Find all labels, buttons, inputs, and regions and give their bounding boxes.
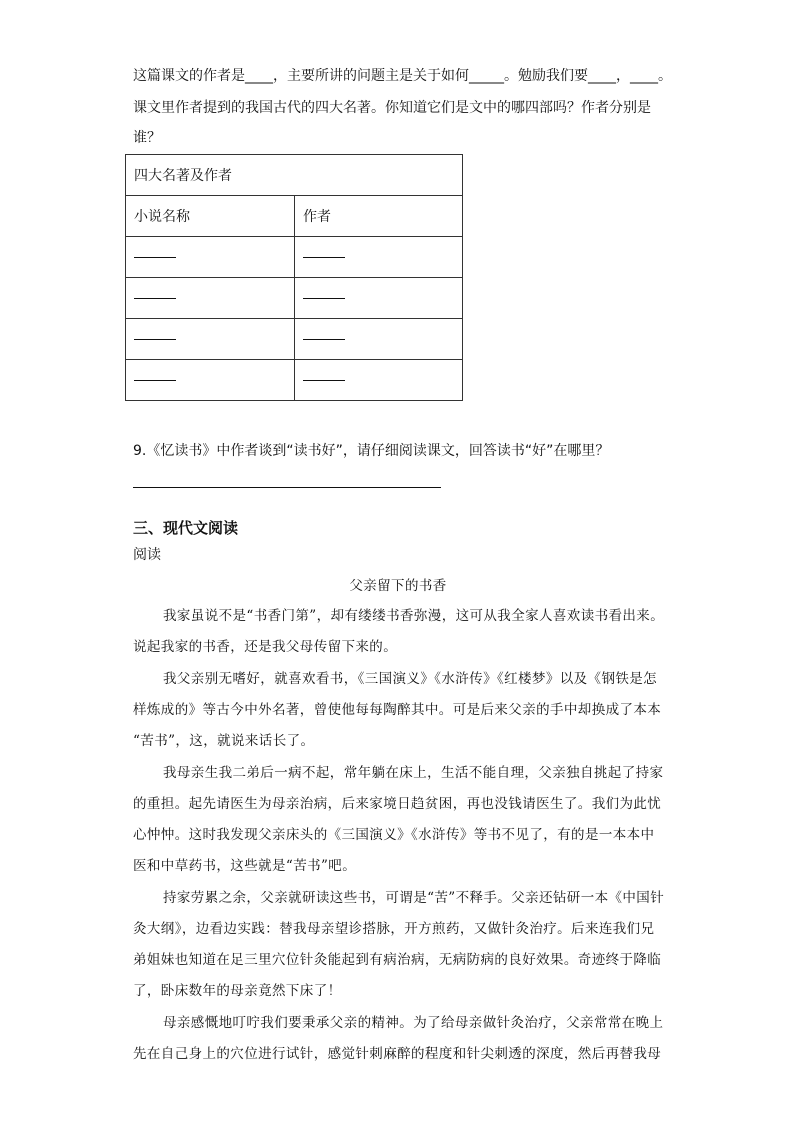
section-heading: 三、现代文阅读	[133, 519, 239, 537]
passage-line: 医和中草药书，这些就是“苦书”吧。	[133, 858, 357, 874]
passage-line: 母亲感慨地叮咛我们要秉承父亲的精神。为了给母亲做针灸治疗，父亲常常在晚上	[163, 1015, 664, 1031]
novel-blank[interactable]	[134, 379, 176, 381]
passage-line: 弟姐妹也知道在足三里穴位针灸能起到有病治病，无病防病的良好效果。奇迹终于降临	[133, 952, 662, 968]
passage-line: 心忡忡。这时我发现父亲床头的《三国演义》《水浒传》等书不见了，有的是一本本中	[133, 827, 655, 843]
passage-line: 我母亲生我二弟后一病不起，常年躺在床上，生活不能自理，父亲独自挑起了持家	[163, 765, 664, 781]
passage-line: 持家劳累之余，父亲就研读这些书，可谓是“苦”不释手。父亲还钻研一本《中国针	[163, 890, 665, 906]
novel-blank[interactable]	[134, 256, 176, 258]
table-row	[126, 237, 463, 278]
intro-line-3: 谁？	[133, 130, 161, 146]
table-row	[126, 278, 463, 319]
passage-line: 说起我家的书香，还是我父母传留下来的。	[133, 639, 398, 655]
novel-blank[interactable]	[134, 338, 176, 340]
author-blank[interactable]	[303, 256, 345, 258]
author-blank[interactable]	[303, 297, 345, 299]
passage-line: 我家虽说不是“书香门第”，却有缕缕书香弥漫，这可从我全家人喜欢读书看出来。	[163, 608, 665, 624]
author-blank[interactable]	[303, 379, 345, 381]
table-row	[126, 360, 463, 401]
passage-line: 我父亲别无嗜好，就喜欢看书，《三国演义》《水浒传》《红楼梦》以及《钢铁是怎	[163, 671, 658, 687]
table-title: 四大名著及作者	[126, 155, 463, 196]
passage-line: 灸大纲》，边看边实践：替我母亲望诊搭脉，开方煎药，又做针灸治疗。后来连我们兄	[133, 921, 655, 937]
table-row	[126, 319, 463, 360]
novel-blank[interactable]	[134, 297, 176, 299]
author-blank[interactable]	[303, 338, 345, 340]
passage-line: “苦书”，这，就说来话长了。	[133, 733, 315, 749]
section-subheading: 阅读	[133, 547, 161, 563]
column-header-novel: 小说名称	[126, 196, 295, 237]
passage-line: 了，卧床数年的母亲竟然下床了！	[133, 983, 342, 999]
passage-line: 先在自己身上的穴位进行试针，感觉针刺麻醉的程度和针尖刺透的深度，然后再替我母	[133, 1046, 662, 1062]
novels-authors-table	[125, 154, 463, 401]
passage-line: 样炼成的》等古今中外名著，曾使他每每陶醉其中。可是后来父亲的手中却换成了本本	[133, 702, 662, 718]
passage-line: 的重担。起先请医生为母亲治病，后来家境日趋贫困，再也没钱请医生了。我们为此忧	[133, 796, 662, 812]
question-9: 9.《忆读书》中作者谈到“读书好”，请仔细阅读课文，回答读书“好”在哪里？	[133, 443, 610, 459]
answer-line[interactable]	[133, 487, 441, 488]
column-header-author: 作者	[295, 196, 463, 237]
passage-title: 父亲留下的书香	[349, 578, 447, 594]
intro-line-2: 课文里作者提到的我国古代的四大名著。你知道它们是文中的哪四部吗？作者分别是	[133, 100, 651, 116]
intro-line-1: 这篇课文的作者是____，主要所讲的问题主是关于如何_____。勉励我们要____，____。	[133, 68, 672, 84]
